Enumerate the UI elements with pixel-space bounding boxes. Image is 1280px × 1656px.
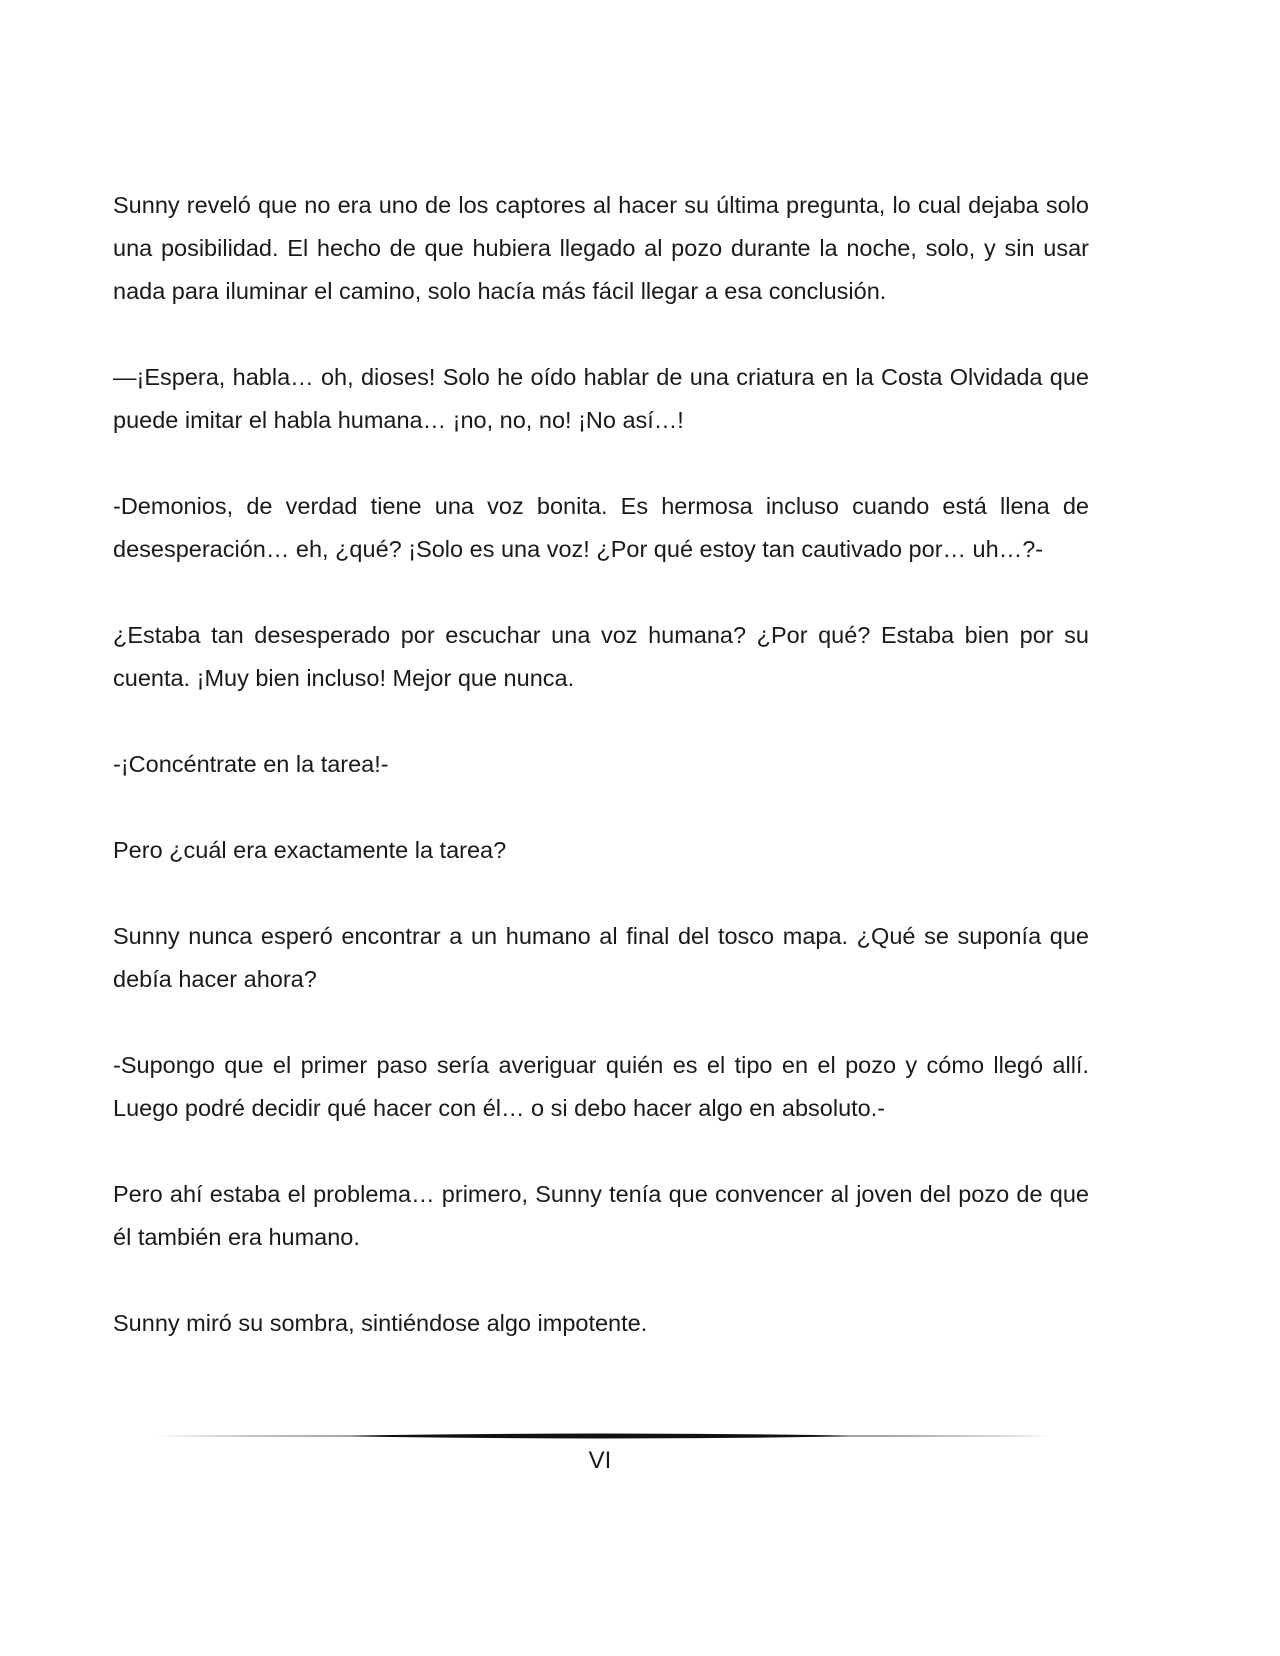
paragraph-4: ¿Estaba tan desesperado por escuchar una voz humana? ¿Por qué? Estaba bien por su cuenta. ¡Muy bien incluso! Mejor que nunca. xyxy=(113,622,1089,691)
paragraph-5: -¡Concéntrate en la tarea!- xyxy=(113,751,389,777)
paragraph-2: —¡Espera, habla… oh, dioses! Solo he oído hablar de una criatura en la Costa Olvidada que puede imitar el habla humana… ¡no, no, no! ¡No así…! xyxy=(113,364,1089,433)
footer-divider xyxy=(150,1431,1050,1441)
paragraph-1: Sunny reveló que no era uno de los captores al hacer su última pregunta, lo cual dejaba solo una posibilidad. El hecho de que hubiera llegado al pozo durante la noche, solo, y sin usar nada para iluminar el camino, solo hacía más fácil llegar a esa conclusión. xyxy=(113,192,1089,304)
paragraph-10: Sunny miró su sombra, sintiéndose algo impotente. xyxy=(113,1310,648,1336)
paragraph-9: Pero ahí estaba el problema… primero, Sunny tenía que convencer al joven del pozo de que él también era humano. xyxy=(113,1181,1089,1250)
paragraph-7: Sunny nunca esperó encontrar a un humano al final del tosco mapa. ¿Qué se suponía que debía hacer ahora? xyxy=(113,923,1089,992)
text-body xyxy=(113,184,1089,1345)
page-number: VI xyxy=(588,1447,612,1474)
paragraph-3: -Demonios, de verdad tiene una voz bonita. Es hermosa incluso cuando está llena de desesperación… eh, ¿qué? ¡Solo es una voz! ¿Por qué estoy tan cautivado por… uh…?- xyxy=(113,493,1089,562)
paragraph-8: -Supongo que el primer paso sería averiguar quién es el tipo en el pozo y cómo llegó allí. Luego podré decidir qué hacer con él… o si debo hacer algo en absoluto.- xyxy=(113,1052,1089,1121)
paragraph-6: Pero ¿cuál era exactamente la tarea? xyxy=(113,837,507,863)
footer-divider-stroke xyxy=(150,1434,1050,1439)
